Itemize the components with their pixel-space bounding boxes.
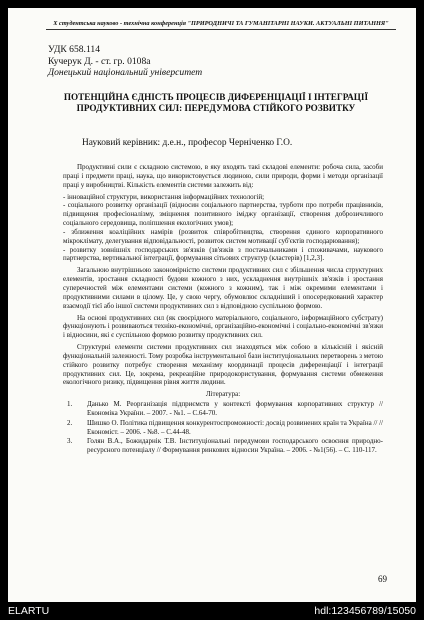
reference-number: 1. bbox=[67, 400, 73, 409]
list-item: - інноваційної структури, використання інформаційних технологій; bbox=[63, 192, 265, 201]
paragraph: Загальною внутрішньою закономірністю системи продуктивних сил є збільшення числа структурних елементів, зростання складності будови кожного з них, ускладнення внутрішніх зв'язків і зростання суперечностей між елементами системи (кожного з кожним), так і між окремими елементами і продуктивними силами в цілому. Це, у свою чергу, обумовлює складніший і опосередкований характер взаємодії тієї або іншої системи продуктивних сил з відповідною суспільною формою. bbox=[63, 266, 383, 310]
reference-item bbox=[63, 419, 383, 437]
reference-text: Голян В.А., Божидарнік Т.В. Інституціональні передумови господарського освоєння природно-ресурсного потенціалу // Формування ринкових відносин Україна. – 2006. - №1(56). – С. 110-117. bbox=[87, 437, 383, 455]
list-item: - зближення коаліційних намірів (розвиток співробітництва, створення єдиного корпоративного мікроклімату, делегування відповідальності, розвиток систем мотивації суб'єктів господарювання); bbox=[63, 227, 383, 245]
document-page bbox=[8, 8, 416, 602]
references-heading: Література: bbox=[205, 390, 241, 399]
udc-code: УДК 658.114 bbox=[48, 44, 100, 55]
page-number: 69 bbox=[378, 574, 387, 584]
running-header: Х студентська науково - технічна конференція "ПРИРОДНИЧІ ТА ГУМАНІТАРНІ НАУКИ. АКТУАЛЬНІ ПИТАННЯ" bbox=[46, 20, 396, 30]
article-title: ПОТЕНЦІЙНА ЄДНІСТЬ ПРОЦЕСІВ ДИФЕРЕНЦІАЦІЇ І ІНТЕГРАЦІЇ ПРОДУКТИВНИХ СИЛ: ПЕРЕДУМОВА СТІЙКОГО РОЗВИТКУ bbox=[63, 92, 369, 113]
reference-number: 3. bbox=[67, 437, 73, 446]
reference-item bbox=[63, 400, 383, 418]
affiliation: Донецький національний університет bbox=[48, 67, 203, 78]
author-line: Кучерук Д. - ст. гр. 0108а bbox=[48, 55, 151, 67]
paragraph: На основі продуктивних сил (як своєрідного матеріального, соціального, інформаційного субстрату) функціонують і розвиваються техніко-економічні, організаційно-економічні і соціально-економічні зв'язки і відносини, які є суспільною формою розвитку продуктивних сил. bbox=[63, 313, 383, 340]
reference-text: Данько М. Реорганізація підприємств у контексті формування корпоративних структур // Економіка України. – 2007. - №1. – С.64-70. bbox=[87, 400, 383, 417]
list-item: - соціального розвитку організації (відносин соціального партнерства, турботи про потреби працівників, підвищення професіоналізму, зміцнення позитивного іміджу організації, створення доброзичливого соціального середовища, поліпшення екологічних умов); bbox=[63, 201, 383, 228]
article-meta bbox=[48, 44, 202, 79]
references-list bbox=[63, 400, 383, 455]
paragraph: Структурні елементи системи продуктивних сил знаходяться між собою в кількісній і якісній функціональній залежності. Тому розробка інструментальної бази інституціональних перетворень з метою стійкого розвитку потребує створення механізму координації процесів диференціації і інтеграції продуктивних сил. Це, зокрема, рекреаційне природокористування, формування системи обмеження екологічного ризику, підвищення рівня життя людини. bbox=[63, 343, 383, 387]
repository-name: ELARTU bbox=[8, 605, 50, 617]
paragraph: Продуктивні сили є складною системою, в яку входять такі складові елементи: робоча сила, засоби праці і предмети праці, наука, що використовується людиною, сили природи, форми і методи організації праці у виробництві. Кількість елементів системи залежить від: bbox=[63, 163, 383, 189]
article-body bbox=[63, 163, 383, 456]
reference-text: Шишко О. Політика підвищення конкурентоспроможності: досвід розвинених країн та Україна // // Економіст. – 2006. - №8. – С.44-48. bbox=[87, 418, 383, 436]
supervisor-line: Науковий керівник: д.е.н., професор Черніченко Г.О. bbox=[82, 138, 293, 148]
handle-identifier: hdl:123456789/15050 bbox=[314, 605, 416, 617]
reference-number: 2. bbox=[67, 418, 73, 427]
reference-item bbox=[63, 437, 383, 455]
list-item: - розвитку зовнішніх господарських зв'язків (зв'язків з постачальниками і споживачами, наукового партнерства, вертикальної інтеграції, формування сітьових структур (кластерів) [1,2,3]. bbox=[63, 245, 383, 263]
